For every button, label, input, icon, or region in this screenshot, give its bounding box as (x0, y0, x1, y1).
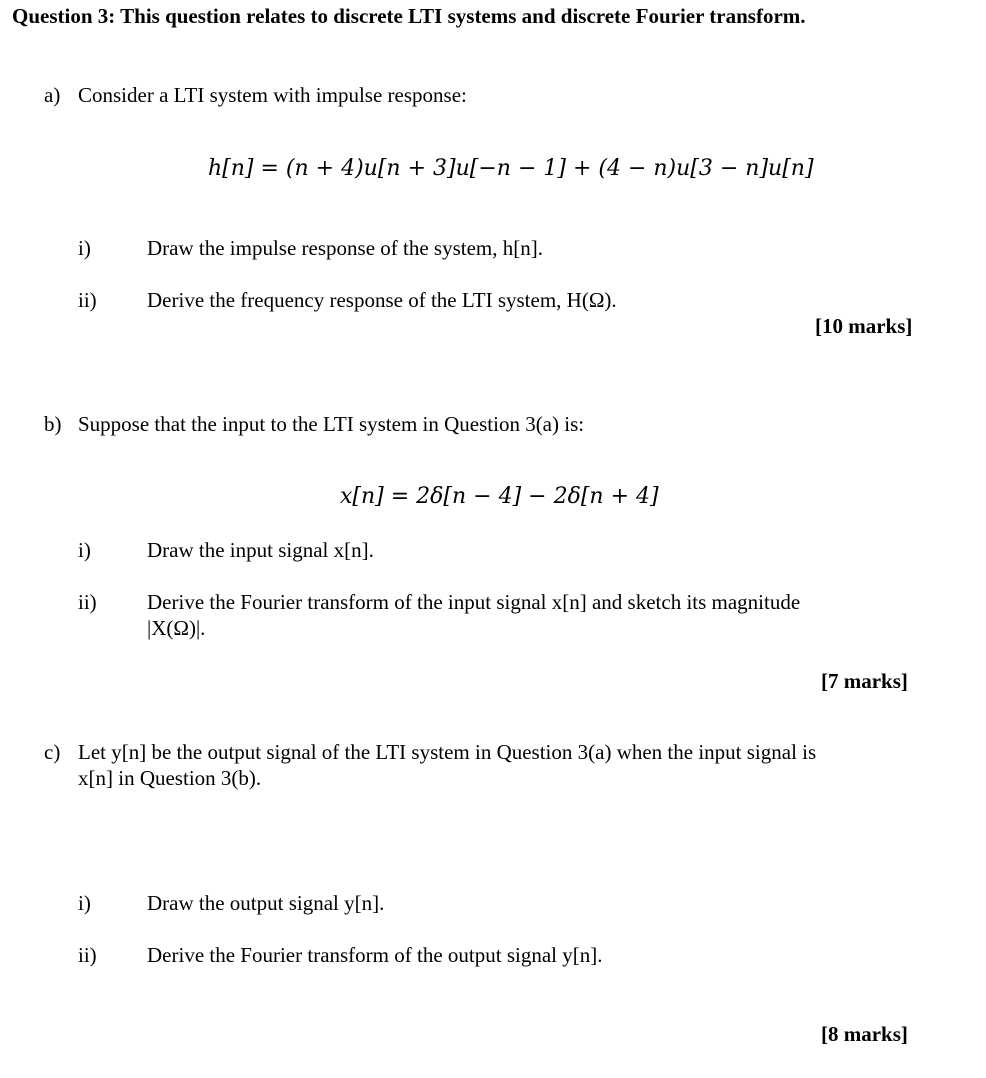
part-a-item-1-label: i) (78, 236, 91, 260)
part-b-item-2-label: ii) (78, 590, 97, 614)
part-a-item-2-text: Derive the frequency response of the LTI system, H(Ω). (147, 288, 617, 312)
part-a-item-2-label: ii) (78, 288, 97, 312)
part-b-item-1-text: Draw the input signal x[n]. (147, 538, 374, 562)
part-c-intro-line2: x[n] in Question 3(b). (78, 766, 262, 790)
part-b-item-2-text-line1: Derive the Fourier transform of the input signal x[n] and sketch its magnitude (147, 590, 801, 614)
part-b-item-1-label: i) (78, 538, 91, 562)
part-a-intro: Consider a LTI system with impulse response: (78, 83, 467, 107)
part-c-marks: [8 marks] (821, 1022, 908, 1046)
part-b-marks: [7 marks] (821, 669, 908, 693)
part-a-item-1-text: Draw the impulse response of the system, h[n]. (147, 236, 543, 260)
part-c-item-1-label: i) (78, 891, 91, 915)
part-c-item-1-text: Draw the output signal y[n]. (147, 891, 385, 915)
part-b-item-2-text-line2: |X(Ω)|. (147, 616, 206, 640)
part-c-intro-line1: Let y[n] be the output signal of the LTI system in Question 3(a) when the input signal is (78, 740, 817, 764)
part-b-intro: Suppose that the input to the LTI system in Question 3(a) is: (78, 412, 585, 436)
part-a-equation: h[n] = (n + 4)u[n + 3]u[−n − 1] + (4 − n)u[3 − n]u[n] (208, 156, 814, 181)
part-a-marks: [10 marks] (815, 314, 913, 338)
part-b-equation: x[n] = 2δ[n − 4] − 2δ[n + 4] (340, 484, 659, 509)
part-c-item-2-text: Derive the Fourier transform of the output signal y[n]. (147, 943, 603, 967)
question-title: Question 3: This question relates to discrete LTI systems and discrete Fourier transform. (12, 4, 806, 28)
part-a-label: a) (44, 83, 61, 107)
part-b-label: b) (44, 412, 62, 436)
part-c-item-2-label: ii) (78, 943, 97, 967)
part-c-label: c) (44, 740, 61, 764)
